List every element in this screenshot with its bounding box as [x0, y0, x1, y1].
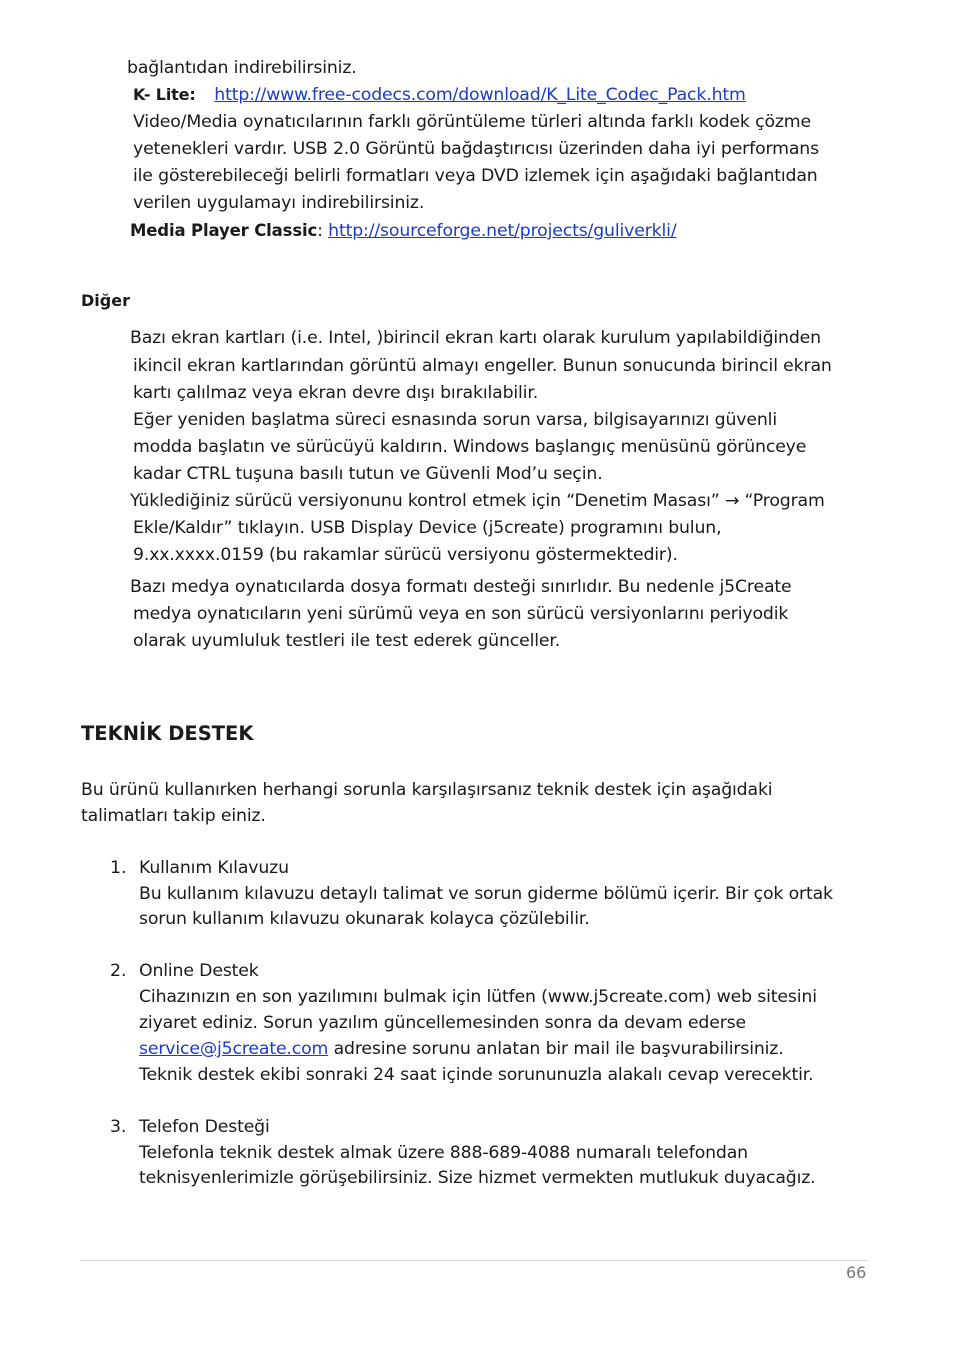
list-item-title: Kullanım Kılavuzu — [139, 858, 289, 878]
diger-para-line: kadar CTRL tuşuna basılı tutun ve Güvenli Mod’u seçin. — [133, 464, 603, 484]
list-item-line: Teknik destek ekibi sonraki 24 saat içinde sorununuzla alakalı cevap verecektir. — [139, 1065, 814, 1085]
intro-line: bağlantıdan indirebilirsiniz. — [127, 58, 357, 78]
diger-para-line: olarak uyumluluk testleri ile test ederek günceller. — [133, 631, 561, 651]
klite-desc-line: yetenekleri vardır. USB 2.0 Görüntü bağdaştırıcısı üzerinden daha iyi performans — [133, 139, 819, 159]
list-number: 1. — [110, 858, 127, 878]
list-number: 2. — [110, 961, 127, 981]
page-number: 66 — [846, 1263, 867, 1282]
list-number: 3. — [110, 1117, 127, 1137]
mpc-label: Media Player Classic — [130, 221, 318, 240]
diger-para-line: medya oynatıcıların yeni sürümü veya en son sürücü versiyonlarını periyodik — [133, 604, 789, 624]
diger-heading: Diğer — [81, 291, 130, 310]
klite-link[interactable]: http://www.free-codecs.com/download/K_Lite_Codec_Pack.htm — [214, 85, 746, 105]
footer-divider — [80, 1260, 868, 1261]
list-item-line: teknisyenlerimizle görüşebilirsiniz. Size hizmet vermekten mutlukuk duyacağız. — [139, 1168, 816, 1188]
list-item-line: ziyaret ediniz. Sorun yazılım güncellemesinden sonra da devam ederse — [139, 1013, 746, 1033]
list-item-title: Telefon Desteği — [139, 1117, 270, 1137]
diger-para-line: Ekle/Kaldır” tıklayın. USB Display Device (j5create) programını bulun, — [133, 518, 722, 538]
support-intro-line: talimatları takip einiz. — [81, 806, 266, 826]
email-line-tail: adresine sorunu anlatan bir mail ile başvurabilirsiniz. — [328, 1039, 784, 1059]
mpc-link[interactable]: http://sourceforge.net/projects/guliverkli/ — [328, 221, 677, 241]
support-email-link[interactable]: service@j5create.com — [139, 1039, 329, 1059]
mpc-line — [130, 220, 677, 242]
klite-desc-line: Video/Media oynatıcılarının farklı görüntüleme türleri altında farklı kodek çözme — [133, 112, 811, 132]
diger-para-line: kartı çalılmaz veya ekran devre dışı bırakılabilir. — [133, 383, 539, 403]
diger-para-line: 9.xx.xxxx.0159 (bu rakamlar sürücü versiyonu göstermektedir). — [133, 545, 678, 565]
diger-para-line: modda başlatın ve sürücüyü kaldırın. Windows başlangıç menüsünü görünceye — [133, 437, 807, 457]
list-item-line: Cihazınızın en son yazılımını bulmak için lütfen (www.j5create.com) web sitesini — [139, 987, 817, 1007]
email-line — [139, 1038, 784, 1060]
diger-para-line: Yüklediğiniz sürücü versiyonunu kontrol etmek için “Denetim Masası” → “Program — [130, 491, 825, 511]
diger-para-line: ikincil ekran kartlarından görüntü almayı engeller. Bunun sonucunda birincil ekran — [133, 356, 832, 376]
klite-desc-line: ile gösterebileceği belirli formatları veya DVD izlemek için aşağıdaki bağlantıdan — [133, 166, 818, 186]
klite-line — [133, 84, 746, 106]
list-item-line: sorun kullanım kılavuzu okunarak kolayca çözülebilir. — [139, 909, 590, 929]
klite-desc-line: verilen uygulamayı indirebilirsiniz. — [133, 193, 425, 213]
diger-para-line: Eğer yeniden başlatma süreci esnasında sorun varsa, bilgisayarınızı güvenli — [133, 410, 777, 430]
list-item-line: Telefonla teknik destek almak üzere 888-689-4088 numaralı telefondan — [139, 1143, 748, 1163]
mpc-separator: : — [317, 221, 329, 241]
list-item-line: Bu kullanım kılavuzu detaylı talimat ve sorun giderme bölümü içerir. Bir çok ortak — [139, 884, 833, 904]
support-heading: TEKNİK DESTEK — [81, 722, 254, 745]
diger-para-line: Bazı medya oynatıcılarda dosya formatı desteği sınırlıdır. Bu nedenle j5Create — [130, 577, 792, 597]
list-item-title: Online Destek — [139, 961, 259, 981]
klite-label: K- Lite: — [133, 85, 196, 104]
support-intro-line: Bu ürünü kullanırken herhangi sorunla karşılaşırsanız teknik destek için aşağıdaki — [81, 780, 773, 800]
diger-para-line: Bazı ekran kartları (i.e. Intel, )birincil ekran kartı olarak kurulum yapılabildiğinden — [130, 328, 821, 348]
